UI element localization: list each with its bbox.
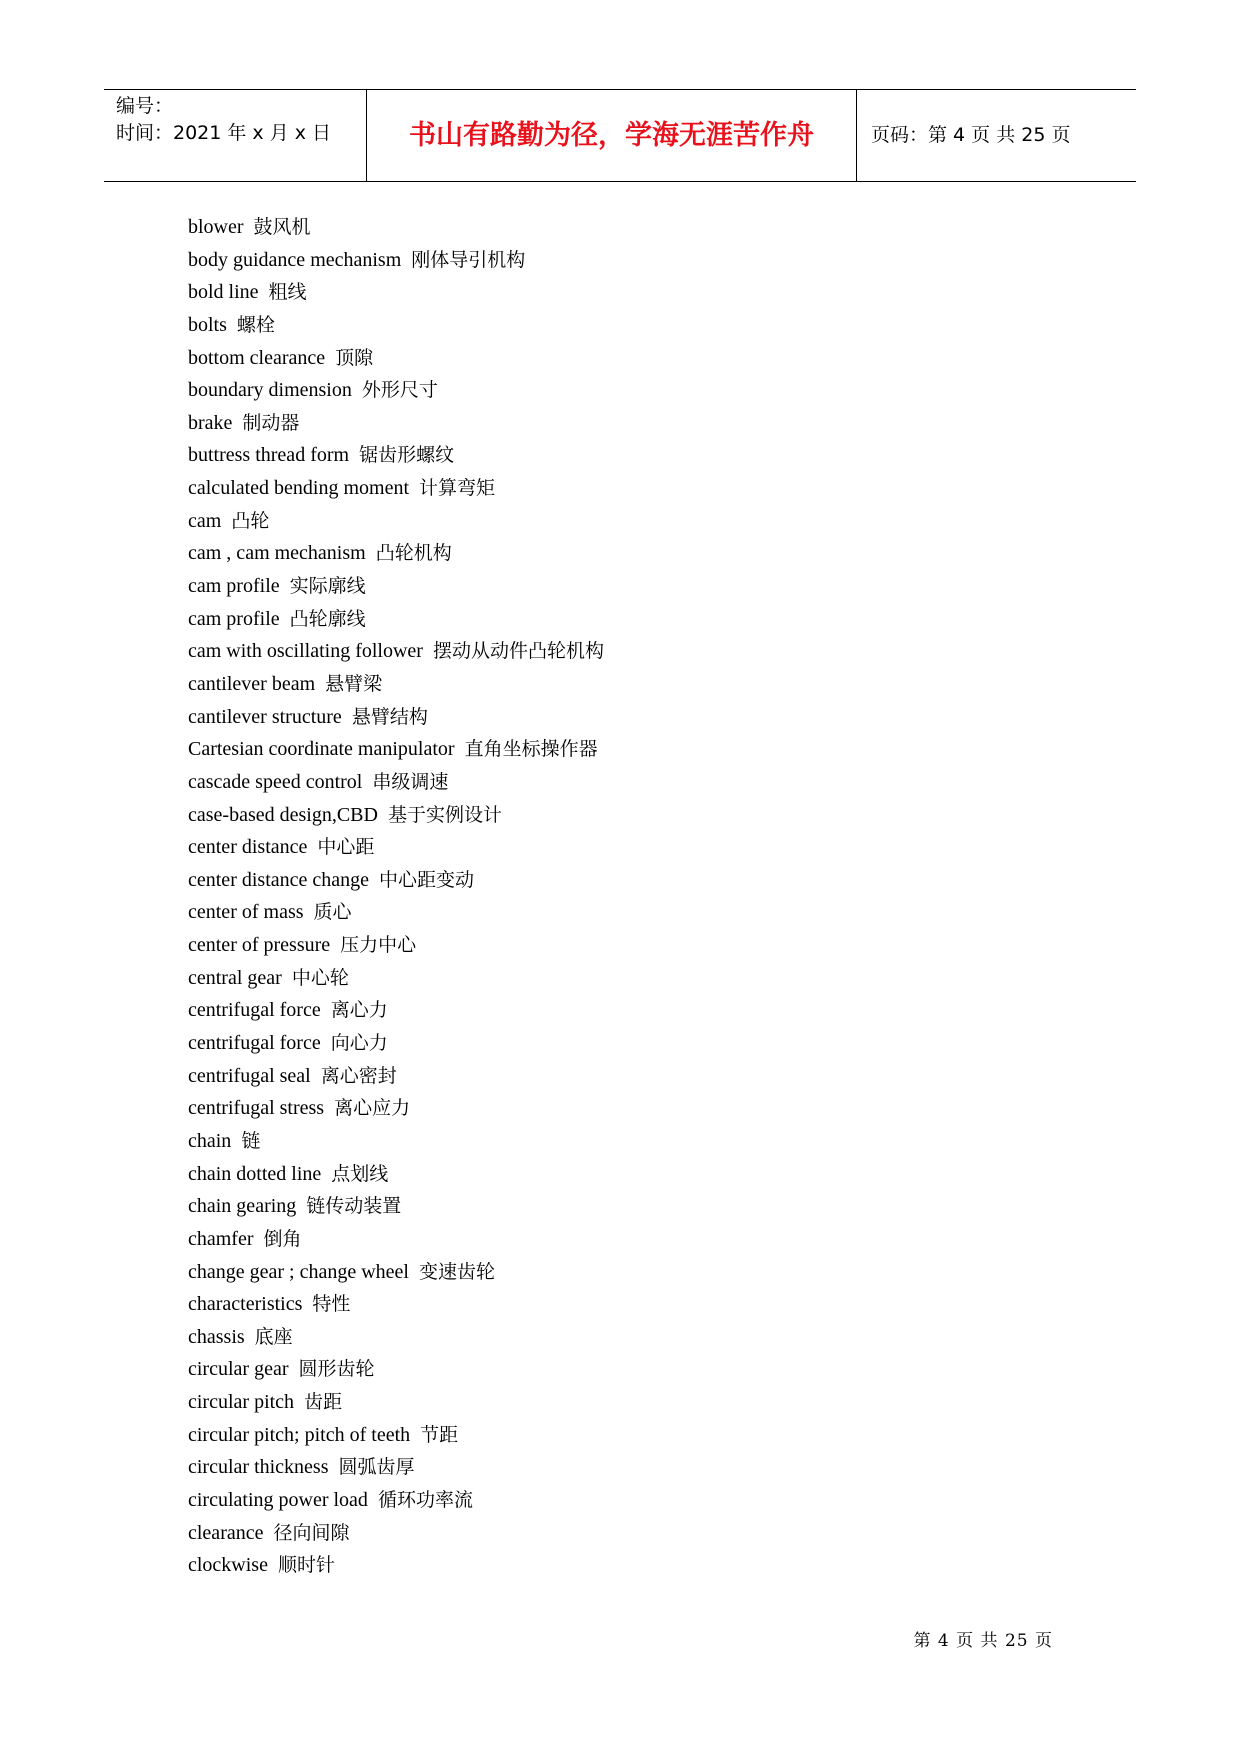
term-english: Cartesian coordinate manipulator (188, 738, 455, 761)
term-english: bottom clearance (188, 346, 326, 369)
term-english: chassis (188, 1325, 245, 1348)
term-chinese: 圆形齿轮 (298, 1358, 375, 1381)
glossary-list (188, 211, 604, 1582)
glossary-entry (188, 439, 604, 472)
glossary-entry (188, 1125, 604, 1158)
term-english: chamfer (188, 1227, 254, 1250)
glossary-entry (188, 570, 604, 603)
term-english: blower (188, 216, 244, 238)
term-english: boundary dimension (188, 379, 352, 402)
glossary-entry (188, 799, 604, 832)
header-motto-cell (367, 90, 857, 181)
glossary-entry (188, 1386, 604, 1419)
glossary-entry (188, 1027, 604, 1060)
term-english: circular pitch; pitch of teeth (188, 1423, 411, 1446)
term-chinese: 特性 (312, 1293, 351, 1316)
term-english: center distance change (188, 868, 370, 891)
term-chinese: 中心距变动 (379, 868, 475, 891)
glossary-entry (188, 1549, 604, 1582)
glossary-entry (188, 1484, 604, 1517)
term-chinese: 离心力 (330, 999, 388, 1022)
glossary-entry (188, 733, 604, 766)
document-time-label: 时间：2021 年 x 月 x 日 (116, 122, 332, 144)
glossary-entry (188, 864, 604, 897)
term-chinese: 凸轮廓线 (289, 607, 366, 630)
motto-title: 书山有路勤为径，学海无涯苦作舟 (409, 120, 814, 151)
term-chinese: 粗线 (268, 281, 307, 304)
term-chinese: 计算弯矩 (419, 477, 496, 500)
term-english: centrifugal seal (188, 1064, 311, 1087)
term-english: chain dotted line (188, 1162, 322, 1185)
term-english: circulating power load (188, 1488, 368, 1511)
term-english: cantilever beam (188, 672, 316, 695)
term-chinese: 离心应力 (334, 1097, 411, 1120)
term-english: center distance (188, 836, 308, 859)
glossary-entry (188, 831, 604, 864)
term-english: chain (188, 1129, 232, 1152)
glossary-entry (188, 1190, 604, 1223)
page-footer: 第 4 页 共 25 页 (913, 1631, 1053, 1651)
glossary-entry (188, 1223, 604, 1256)
term-english: chain gearing (188, 1195, 297, 1218)
glossary-entry (188, 1419, 604, 1452)
glossary-entry (188, 1517, 604, 1550)
term-english: cam profile (188, 575, 280, 598)
glossary-entry (188, 701, 604, 734)
glossary-entry (188, 1451, 604, 1484)
term-english: centrifugal force (188, 999, 321, 1022)
term-english: circular thickness (188, 1456, 329, 1479)
glossary-entry (188, 472, 604, 505)
term-chinese: 螺栓 (236, 313, 275, 336)
term-chinese: 直角坐标操作器 (464, 738, 598, 761)
term-english: clockwise (188, 1554, 268, 1577)
term-chinese: 鼓风机 (253, 216, 311, 238)
term-english: characteristics (188, 1293, 303, 1316)
glossary-entry (188, 1060, 604, 1093)
term-chinese: 串级调速 (372, 770, 449, 793)
term-english: circular gear (188, 1358, 289, 1381)
term-chinese: 倒角 (263, 1227, 302, 1250)
term-chinese: 实际廓线 (289, 575, 366, 598)
glossary-entry (188, 1092, 604, 1125)
glossary-entry (188, 668, 604, 701)
term-chinese: 外形尺寸 (361, 379, 438, 402)
term-chinese: 齿距 (304, 1391, 343, 1414)
term-chinese: 制动器 (242, 411, 300, 434)
header-info-cell (104, 90, 367, 181)
glossary-entry (188, 1353, 604, 1386)
term-chinese: 中心轮 (291, 966, 349, 989)
term-english: cantilever structure (188, 705, 342, 728)
term-english: cam profile (188, 607, 280, 630)
glossary-entry (188, 896, 604, 929)
term-chinese: 节距 (420, 1423, 459, 1446)
header-page-cell (857, 90, 1136, 181)
term-chinese: 顺时针 (277, 1554, 335, 1577)
document-number-label: 编号： (116, 95, 174, 117)
glossary-entry (188, 374, 604, 407)
term-english: bold line (188, 281, 259, 304)
glossary-entry (188, 603, 604, 636)
term-english: cascade speed control (188, 770, 363, 793)
term-chinese: 点划线 (331, 1162, 389, 1185)
term-english: center of mass (188, 901, 304, 924)
glossary-entry (188, 1288, 604, 1321)
term-chinese: 中心距 (317, 836, 375, 859)
glossary-entry (188, 342, 604, 375)
term-chinese: 径向间隙 (273, 1521, 350, 1544)
term-chinese: 链 (241, 1129, 261, 1152)
glossary-entry (188, 962, 604, 995)
term-chinese: 质心 (313, 901, 352, 924)
glossary-entry (188, 1321, 604, 1354)
term-chinese: 压力中心 (340, 934, 417, 957)
term-english: change gear ; change wheel (188, 1260, 409, 1283)
glossary-entry (188, 276, 604, 309)
term-chinese: 离心密封 (320, 1064, 397, 1087)
term-chinese: 循环功率流 (377, 1488, 473, 1511)
glossary-entry (188, 929, 604, 962)
term-chinese: 摆动从动件凸轮机构 (432, 640, 604, 663)
term-chinese: 底座 (254, 1325, 293, 1348)
term-english: circular pitch (188, 1391, 295, 1414)
term-chinese: 圆弧齿厚 (338, 1456, 415, 1479)
term-english: calculated bending moment (188, 477, 410, 500)
glossary-entry (188, 537, 604, 570)
term-english: cam , cam mechanism (188, 542, 366, 565)
term-chinese: 变速齿轮 (419, 1260, 496, 1283)
term-chinese: 链传动装置 (306, 1195, 402, 1218)
term-chinese: 向心力 (330, 1032, 388, 1055)
term-chinese: 刚体导引机构 (411, 248, 526, 271)
term-chinese: 基于实例设计 (387, 803, 502, 826)
term-chinese: 顶隙 (335, 346, 374, 369)
term-english: cam with oscillating follower (188, 640, 423, 663)
glossary-entry (188, 407, 604, 440)
term-english: centrifugal stress (188, 1097, 325, 1120)
term-english: case-based design,CBD (188, 803, 378, 826)
glossary-entry (188, 635, 604, 668)
glossary-entry (188, 766, 604, 799)
glossary-entry (188, 309, 604, 342)
term-chinese: 锯齿形螺纹 (359, 444, 455, 467)
term-chinese: 凸轮机构 (375, 542, 452, 565)
glossary-entry (188, 505, 604, 538)
glossary-entry (188, 211, 604, 244)
term-english: clearance (188, 1521, 264, 1544)
term-english: body guidance mechanism (188, 248, 402, 271)
term-english: buttress thread form (188, 444, 350, 467)
glossary-entry (188, 1158, 604, 1191)
glossary-entry (188, 1256, 604, 1289)
term-english: bolts (188, 313, 227, 336)
term-english: cam (188, 509, 222, 532)
term-english: centrifugal force (188, 1032, 321, 1055)
header-page-number: 页码：第 4 页 共 25 页 (871, 124, 1071, 146)
term-chinese: 凸轮 (231, 509, 270, 532)
term-english: brake (188, 411, 233, 434)
glossary-entry (188, 994, 604, 1027)
glossary-entry (188, 244, 604, 277)
page-header (104, 89, 1136, 182)
term-english: center of pressure (188, 934, 331, 957)
term-english: central gear (188, 966, 282, 989)
term-chinese: 悬臂结构 (351, 705, 428, 728)
term-chinese: 悬臂梁 (325, 672, 383, 695)
